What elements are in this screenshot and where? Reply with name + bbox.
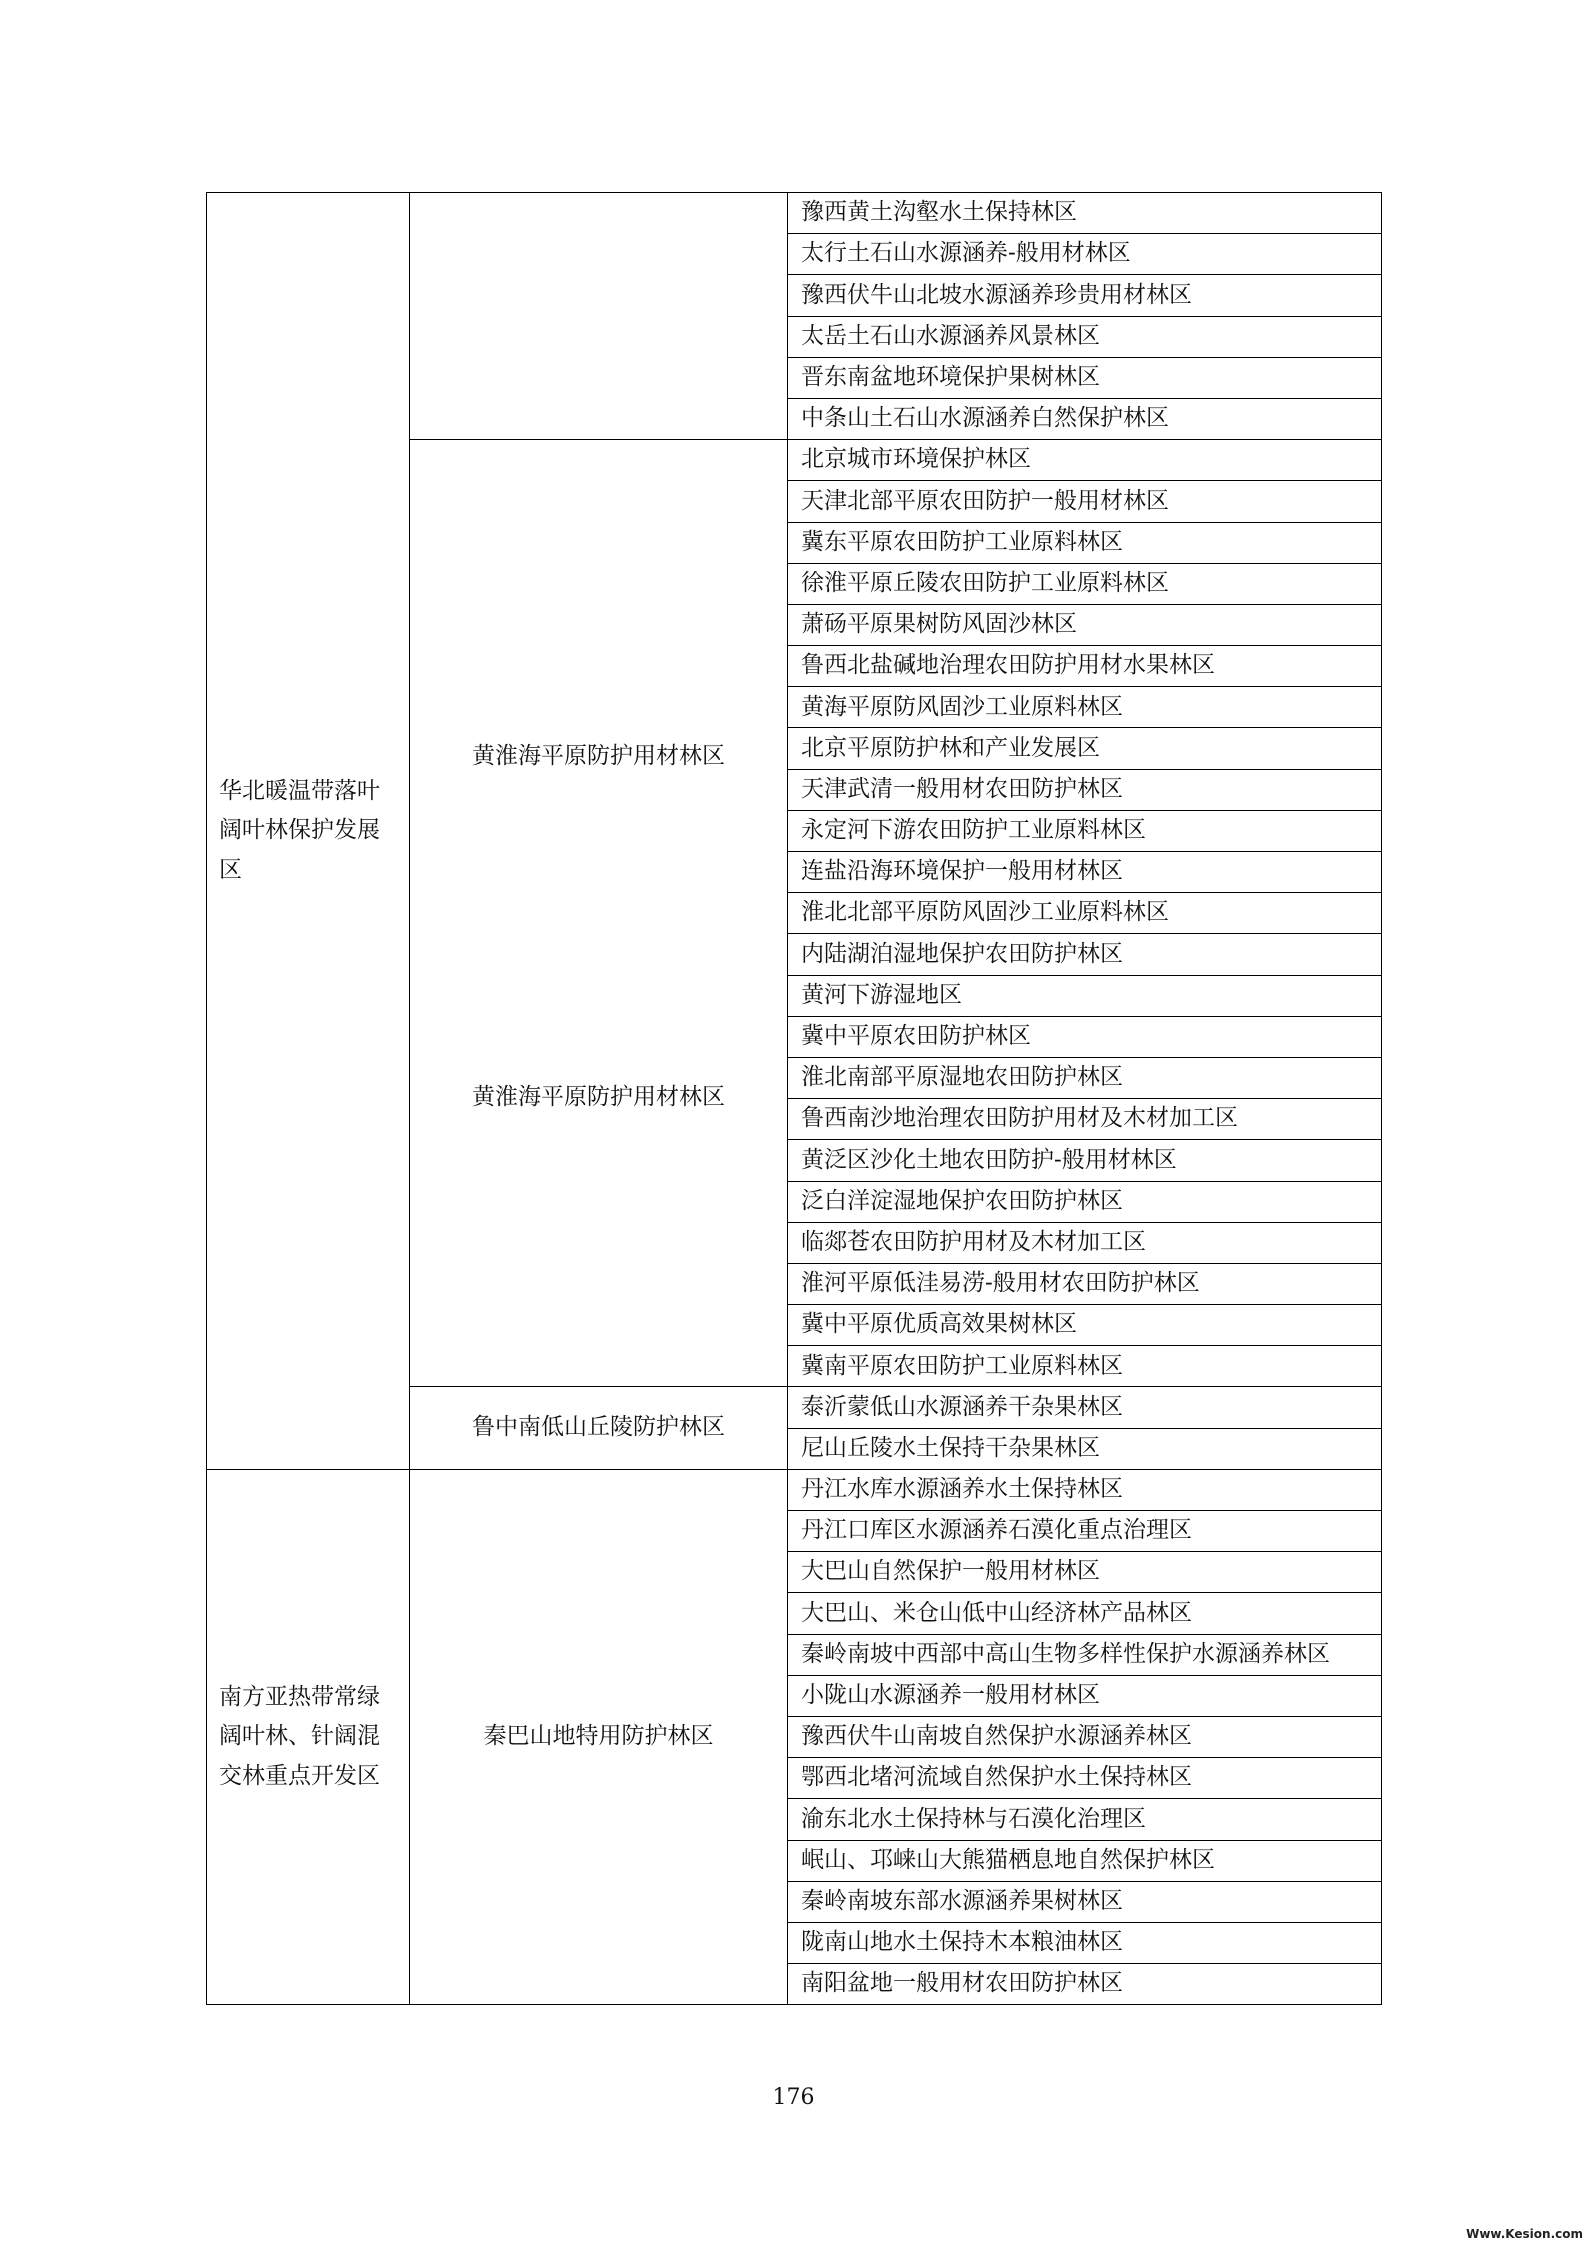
- forest-area-cell: 内陆湖泊湿地保护农田防护林区: [788, 934, 1382, 975]
- watermark: Www.Kesion.com: [1466, 2227, 1583, 2241]
- forest-area-cell: 萧砀平原果树防风固沙林区: [788, 604, 1382, 645]
- forest-area-cell: 豫西伏牛山北坡水源涵养珍贵用材林区: [788, 275, 1382, 316]
- forest-area-cell: 豫西黄土沟壑水土保持林区: [788, 193, 1382, 234]
- forest-area-cell: 泛白洋淀湿地保护农田防护林区: [788, 1181, 1382, 1222]
- subregion-cell: 鲁中南低山丘陵防护林区: [410, 1387, 788, 1469]
- table-row: [207, 193, 1382, 234]
- forest-area-cell: 冀东平原农田防护工业原料林区: [788, 522, 1382, 563]
- forest-area-cell: 秦岭南坡中西部中高山生物多样性保护水源涵养林区: [788, 1634, 1382, 1675]
- region-cell: 南方亚热带常绿阔叶林、针阔混交林重点开发区: [207, 1469, 410, 2004]
- subregion-label: 黄淮海平原防护用材林区: [472, 1083, 725, 1110]
- forest-area-cell: 天津武清一般用材农田防护林区: [788, 769, 1382, 810]
- table-row: [207, 1469, 1382, 1510]
- forest-area-cell: 冀中平原优质高效果树林区: [788, 1305, 1382, 1346]
- forest-area-cell: 连盐沿海环境保护一般用材林区: [788, 852, 1382, 893]
- forest-area-cell: 鲁西南沙地治理农田防护用材及木材加工区: [788, 1099, 1382, 1140]
- forest-area-cell: 太行土石山水源涵养-般用材林区: [788, 234, 1382, 275]
- subregion-labels: [410, 440, 787, 1386]
- forest-area-cell: 大巴山、米仓山低中山经济林产品林区: [788, 1593, 1382, 1634]
- forest-area-cell: 陇南山地水土保持木本粮油林区: [788, 1922, 1382, 1963]
- forest-area-cell: 北京城市环境保护林区: [788, 440, 1382, 481]
- forest-area-cell: 天津北部平原农田防护一般用材林区: [788, 481, 1382, 522]
- forest-area-cell: 黄海平原防风固沙工业原料林区: [788, 687, 1382, 728]
- forest-area-cell: 南阳盆地一般用材农田防护林区: [788, 1964, 1382, 2005]
- forest-area-cell: 临郯苍农田防护用材及木材加工区: [788, 1222, 1382, 1263]
- forest-area-cell: 鲁西北盐碱地治理农田防护用材水果林区: [788, 646, 1382, 687]
- forest-area-cell: 冀南平原农田防护工业原料林区: [788, 1346, 1382, 1387]
- forest-area-cell: 豫西伏牛山南坡自然保护水源涵养林区: [788, 1716, 1382, 1757]
- forest-zone-table: [206, 192, 1382, 2005]
- forest-area-cell: 丹江口库区水源涵养石漠化重点治理区: [788, 1511, 1382, 1552]
- forest-area-cell: 鄂西北堵河流域自然保护水土保持林区: [788, 1758, 1382, 1799]
- region-cell: 华北暖温带落叶阔叶林保护发展区: [207, 193, 410, 1470]
- forest-area-cell: 丹江水库水源涵养水土保持林区: [788, 1469, 1382, 1510]
- forest-area-cell: 冀中平原农田防护林区: [788, 1016, 1382, 1057]
- subregion-cell: [410, 440, 788, 1387]
- forest-area-cell: 泰沂蒙低山水源涵养干杂果林区: [788, 1387, 1382, 1428]
- forest-area-cell: 大巴山自然保护一般用材林区: [788, 1552, 1382, 1593]
- forest-area-cell: 淮北南部平原湿地农田防护林区: [788, 1057, 1382, 1098]
- subregion-cell-blank: [410, 193, 788, 440]
- forest-area-cell: 北京平原防护林和产业发展区: [788, 728, 1382, 769]
- forest-area-cell: 黄河下游湿地区: [788, 975, 1382, 1016]
- forest-area-cell: 岷山、邛崃山大熊猫栖息地自然保护林区: [788, 1840, 1382, 1881]
- forest-area-cell: 淮北北部平原防风固沙工业原料林区: [788, 893, 1382, 934]
- forest-area-cell: 淮河平原低洼易涝-般用材农田防护林区: [788, 1263, 1382, 1304]
- forest-area-cell: 黄泛区沙化土地农田防护-般用材林区: [788, 1140, 1382, 1181]
- forest-area-cell: 中条山土石山水源涵养白然保护林区: [788, 398, 1382, 439]
- forest-area-cell: 晋东南盆地环境保护果树林区: [788, 357, 1382, 398]
- subregion-label: 黄淮海平原防护用材林区: [472, 742, 725, 769]
- forest-area-cell: 尼山丘陵水土保持干杂果林区: [788, 1428, 1382, 1469]
- forest-area-cell: 小陇山水源涵养一般用材林区: [788, 1675, 1382, 1716]
- page-number: 176: [772, 2085, 815, 2110]
- subregion-cell: 秦巴山地特用防护林区: [410, 1469, 788, 2004]
- forest-area-cell: 永定河下游农田防护工业原料林区: [788, 810, 1382, 851]
- forest-area-cell: 渝东北水土保持林与石漠化治理区: [788, 1799, 1382, 1840]
- forest-area-cell: 秦岭南坡东部水源涵养果树林区: [788, 1881, 1382, 1922]
- forest-area-cell: 太岳土石山水源涵养风景林区: [788, 316, 1382, 357]
- forest-area-cell: 徐淮平原丘陵农田防护工业原料林区: [788, 563, 1382, 604]
